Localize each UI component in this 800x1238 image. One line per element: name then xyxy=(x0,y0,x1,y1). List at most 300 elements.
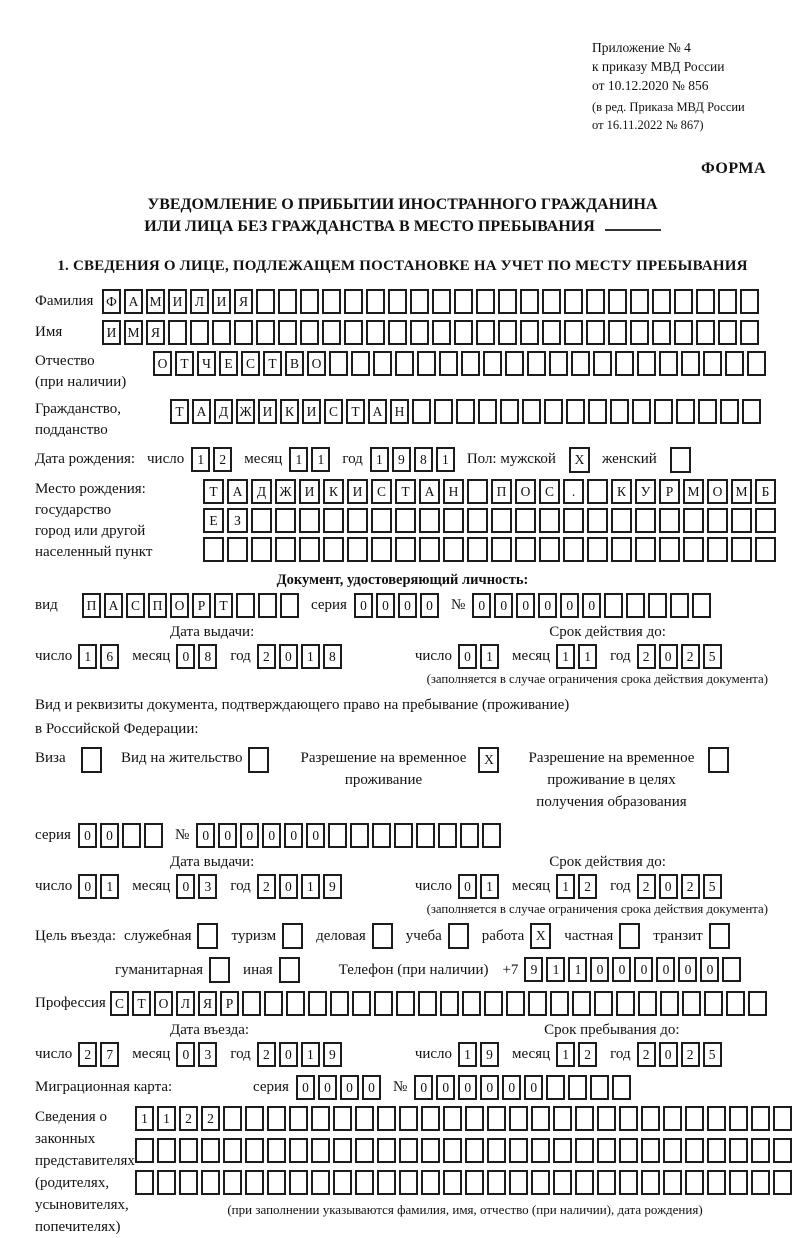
char-cell[interactable]: 0 xyxy=(262,823,281,848)
char-cell[interactable] xyxy=(707,537,728,562)
representatives-cells-row1[interactable] xyxy=(135,1106,795,1131)
residence-permit-checkbox[interactable] xyxy=(248,747,272,773)
char-cell[interactable] xyxy=(286,991,305,1016)
char-cell[interactable]: 9 xyxy=(480,1042,499,1067)
char-cell[interactable] xyxy=(725,351,744,376)
char-cell[interactable] xyxy=(355,1138,374,1163)
char-cell[interactable] xyxy=(330,991,349,1016)
char-cell[interactable] xyxy=(539,537,560,562)
char-cell[interactable] xyxy=(476,289,495,314)
char-cell[interactable]: 0 xyxy=(306,823,325,848)
char-cell[interactable] xyxy=(575,1170,594,1195)
char-cell[interactable] xyxy=(419,508,440,533)
char-cell[interactable]: Н xyxy=(443,479,464,504)
char-cell[interactable] xyxy=(575,1106,594,1131)
char-cell[interactable] xyxy=(506,991,525,1016)
char-cell[interactable]: Т xyxy=(170,399,189,424)
char-cell[interactable] xyxy=(500,399,519,424)
char-cell[interactable] xyxy=(491,537,512,562)
char-cell[interactable] xyxy=(251,508,272,533)
char-cell[interactable]: 5 xyxy=(703,1042,722,1067)
char-cell[interactable] xyxy=(487,1138,506,1163)
char-cell[interactable]: 1 xyxy=(568,957,587,982)
char-cell[interactable] xyxy=(311,1138,330,1163)
char-cell[interactable]: А xyxy=(368,399,387,424)
char-cell[interactable] xyxy=(373,351,392,376)
char-cell[interactable] xyxy=(619,1106,638,1131)
char-cell[interactable] xyxy=(478,399,497,424)
char-cell[interactable]: П xyxy=(491,479,512,504)
char-cell[interactable] xyxy=(454,289,473,314)
char-cell[interactable]: С xyxy=(324,399,343,424)
char-cell[interactable] xyxy=(509,1138,528,1163)
char-cell[interactable] xyxy=(663,1138,682,1163)
char-cell[interactable]: С xyxy=(539,479,560,504)
char-cell[interactable] xyxy=(660,991,679,1016)
char-cell[interactable]: А xyxy=(104,593,123,618)
char-cell[interactable] xyxy=(707,1170,726,1195)
visa-checkbox[interactable] xyxy=(81,747,105,773)
char-cell[interactable]: 1 xyxy=(135,1106,154,1131)
phone-cells[interactable] xyxy=(524,957,744,982)
char-cell[interactable] xyxy=(553,1170,572,1195)
char-cell[interactable] xyxy=(590,1075,609,1100)
char-cell[interactable] xyxy=(498,289,517,314)
char-cell[interactable]: 1 xyxy=(301,644,320,669)
temp-residence-checkbox[interactable] xyxy=(478,747,502,773)
char-cell[interactable] xyxy=(597,1106,616,1131)
char-cell[interactable] xyxy=(448,923,469,949)
char-cell[interactable]: О xyxy=(515,479,536,504)
char-cell[interactable] xyxy=(421,1170,440,1195)
char-cell[interactable] xyxy=(412,399,431,424)
char-cell[interactable] xyxy=(773,1138,792,1163)
residence-valid-day[interactable] xyxy=(458,874,502,899)
char-cell[interactable] xyxy=(528,991,547,1016)
char-cell[interactable]: 0 xyxy=(494,593,513,618)
char-cell[interactable] xyxy=(267,1138,286,1163)
char-cell[interactable]: 1 xyxy=(556,1042,575,1067)
char-cell[interactable] xyxy=(432,289,451,314)
char-cell[interactable] xyxy=(399,1138,418,1163)
char-cell[interactable] xyxy=(638,991,657,1016)
char-cell[interactable] xyxy=(718,289,737,314)
char-cell[interactable]: Ж xyxy=(236,399,255,424)
char-cell[interactable]: А xyxy=(227,479,248,504)
char-cell[interactable]: 3 xyxy=(198,874,217,899)
char-cell[interactable] xyxy=(553,1106,572,1131)
char-cell[interactable] xyxy=(323,508,344,533)
char-cell[interactable]: 8 xyxy=(198,644,217,669)
char-cell[interactable] xyxy=(487,1106,506,1131)
char-cell[interactable] xyxy=(707,1106,726,1131)
char-cell[interactable]: 5 xyxy=(703,874,722,899)
char-cell[interactable] xyxy=(685,1170,704,1195)
entry-month[interactable] xyxy=(176,1042,220,1067)
profession-cells[interactable] xyxy=(110,991,770,1016)
char-cell[interactable] xyxy=(520,289,539,314)
official-checkbox[interactable] xyxy=(197,923,221,949)
char-cell[interactable] xyxy=(692,593,711,618)
char-cell[interactable] xyxy=(681,351,700,376)
char-cell[interactable] xyxy=(742,399,761,424)
char-cell[interactable] xyxy=(329,351,348,376)
char-cell[interactable] xyxy=(619,1170,638,1195)
doc-type-cells[interactable] xyxy=(82,593,302,618)
transit-checkbox[interactable] xyxy=(709,923,733,949)
char-cell[interactable] xyxy=(443,1106,462,1131)
char-cell[interactable] xyxy=(593,351,612,376)
char-cell[interactable]: К xyxy=(611,479,632,504)
char-cell[interactable] xyxy=(245,1138,264,1163)
char-cell[interactable]: 0 xyxy=(659,874,678,899)
char-cell[interactable] xyxy=(550,991,569,1016)
char-cell[interactable] xyxy=(683,537,704,562)
char-cell[interactable] xyxy=(328,823,347,848)
char-cell[interactable]: А xyxy=(124,289,143,314)
char-cell[interactable]: X xyxy=(569,447,590,473)
char-cell[interactable]: 0 xyxy=(414,1075,433,1100)
char-cell[interactable]: 1 xyxy=(436,447,455,472)
char-cell[interactable]: С xyxy=(371,479,392,504)
char-cell[interactable] xyxy=(683,508,704,533)
char-cell[interactable]: С xyxy=(110,991,129,1016)
char-cell[interactable] xyxy=(371,508,392,533)
char-cell[interactable] xyxy=(515,537,536,562)
char-cell[interactable] xyxy=(278,289,297,314)
char-cell[interactable]: 0 xyxy=(458,644,477,669)
char-cell[interactable]: 0 xyxy=(279,874,298,899)
char-cell[interactable]: 1 xyxy=(458,1042,477,1067)
char-cell[interactable]: Я xyxy=(146,320,165,345)
char-cell[interactable] xyxy=(350,823,369,848)
char-cell[interactable] xyxy=(395,537,416,562)
char-cell[interactable]: И xyxy=(302,399,321,424)
char-cell[interactable]: Л xyxy=(190,289,209,314)
tourism-checkbox[interactable] xyxy=(282,923,306,949)
char-cell[interactable] xyxy=(227,537,248,562)
residence-number-cells[interactable] xyxy=(196,823,504,848)
char-cell[interactable] xyxy=(467,479,488,504)
char-cell[interactable] xyxy=(698,399,717,424)
char-cell[interactable]: 0 xyxy=(218,823,237,848)
char-cell[interactable]: 0 xyxy=(176,1042,195,1067)
char-cell[interactable] xyxy=(465,1170,484,1195)
char-cell[interactable]: 2 xyxy=(681,1042,700,1067)
char-cell[interactable]: О xyxy=(707,479,728,504)
char-cell[interactable]: Р xyxy=(192,593,211,618)
char-cell[interactable]: 0 xyxy=(420,593,439,618)
char-cell[interactable]: 0 xyxy=(659,644,678,669)
char-cell[interactable]: 1 xyxy=(578,644,597,669)
char-cell[interactable] xyxy=(377,1106,396,1131)
char-cell[interactable] xyxy=(619,1138,638,1163)
migration-number-cells[interactable] xyxy=(414,1075,634,1100)
char-cell[interactable]: 2 xyxy=(681,874,700,899)
char-cell[interactable]: 2 xyxy=(578,874,597,899)
char-cell[interactable]: Т xyxy=(132,991,151,1016)
char-cell[interactable]: П xyxy=(148,593,167,618)
char-cell[interactable] xyxy=(443,537,464,562)
char-cell[interactable] xyxy=(522,399,541,424)
char-cell[interactable] xyxy=(333,1138,352,1163)
char-cell[interactable] xyxy=(395,508,416,533)
char-cell[interactable] xyxy=(344,320,363,345)
char-cell[interactable]: Т xyxy=(263,351,282,376)
char-cell[interactable] xyxy=(498,320,517,345)
char-cell[interactable] xyxy=(322,320,341,345)
char-cell[interactable]: Ф xyxy=(102,289,121,314)
char-cell[interactable] xyxy=(347,508,368,533)
char-cell[interactable]: 0 xyxy=(436,1075,455,1100)
char-cell[interactable] xyxy=(388,320,407,345)
char-cell[interactable] xyxy=(223,1106,242,1131)
char-cell[interactable] xyxy=(299,508,320,533)
char-cell[interactable] xyxy=(729,1138,748,1163)
char-cell[interactable]: 5 xyxy=(703,644,722,669)
char-cell[interactable] xyxy=(635,508,656,533)
representatives-cells-row3[interactable] xyxy=(135,1170,795,1195)
identity-valid-year[interactable] xyxy=(637,644,725,669)
char-cell[interactable]: М xyxy=(146,289,165,314)
char-cell[interactable] xyxy=(461,351,480,376)
char-cell[interactable] xyxy=(654,399,673,424)
char-cell[interactable] xyxy=(663,1106,682,1131)
migration-series-cells[interactable] xyxy=(296,1075,384,1100)
char-cell[interactable] xyxy=(394,823,413,848)
entry-day[interactable] xyxy=(78,1042,122,1067)
char-cell[interactable]: И xyxy=(102,320,121,345)
char-cell[interactable]: Д xyxy=(251,479,272,504)
char-cell[interactable] xyxy=(410,320,429,345)
char-cell[interactable] xyxy=(264,991,283,1016)
char-cell[interactable] xyxy=(597,1170,616,1195)
study-checkbox[interactable] xyxy=(448,923,472,949)
char-cell[interactable] xyxy=(755,537,776,562)
char-cell[interactable] xyxy=(575,1138,594,1163)
char-cell[interactable]: 0 xyxy=(634,957,653,982)
char-cell[interactable] xyxy=(299,537,320,562)
char-cell[interactable] xyxy=(322,289,341,314)
birth-month-cells[interactable] xyxy=(289,447,333,472)
char-cell[interactable] xyxy=(564,320,583,345)
char-cell[interactable] xyxy=(670,593,689,618)
char-cell[interactable] xyxy=(515,508,536,533)
char-cell[interactable] xyxy=(696,289,715,314)
char-cell[interactable] xyxy=(333,1106,352,1131)
char-cell[interactable] xyxy=(685,1138,704,1163)
char-cell[interactable]: И xyxy=(347,479,368,504)
identity-issue-year[interactable] xyxy=(257,644,345,669)
char-cell[interactable]: Н xyxy=(390,399,409,424)
char-cell[interactable] xyxy=(135,1138,154,1163)
char-cell[interactable]: 2 xyxy=(213,447,232,472)
char-cell[interactable]: Т xyxy=(175,351,194,376)
char-cell[interactable]: 0 xyxy=(524,1075,543,1100)
char-cell[interactable] xyxy=(122,823,141,848)
char-cell[interactable] xyxy=(659,351,678,376)
char-cell[interactable] xyxy=(377,1170,396,1195)
char-cell[interactable]: 0 xyxy=(612,957,631,982)
char-cell[interactable]: А xyxy=(192,399,211,424)
char-cell[interactable] xyxy=(347,537,368,562)
char-cell[interactable] xyxy=(755,508,776,533)
char-cell[interactable] xyxy=(509,1106,528,1131)
work-checkbox[interactable] xyxy=(530,923,554,949)
residence-issue-month[interactable] xyxy=(176,874,220,899)
char-cell[interactable] xyxy=(553,1138,572,1163)
char-cell[interactable] xyxy=(612,1075,631,1100)
char-cell[interactable] xyxy=(563,537,584,562)
char-cell[interactable]: Т xyxy=(214,593,233,618)
char-cell[interactable] xyxy=(234,320,253,345)
char-cell[interactable]: 0 xyxy=(78,874,97,899)
temp-residence-education-checkbox[interactable] xyxy=(708,747,732,773)
char-cell[interactable] xyxy=(632,399,651,424)
char-cell[interactable] xyxy=(434,399,453,424)
char-cell[interactable]: 0 xyxy=(318,1075,337,1100)
char-cell[interactable] xyxy=(751,1106,770,1131)
char-cell[interactable]: 2 xyxy=(578,1042,597,1067)
residence-series-cells[interactable] xyxy=(78,823,166,848)
char-cell[interactable] xyxy=(527,351,546,376)
residence-valid-year[interactable] xyxy=(637,874,725,899)
char-cell[interactable] xyxy=(608,289,627,314)
char-cell[interactable] xyxy=(726,991,745,1016)
identity-valid-day[interactable] xyxy=(458,644,502,669)
birth-place-cells-row2[interactable] xyxy=(203,508,779,533)
char-cell[interactable]: Т xyxy=(203,479,224,504)
char-cell[interactable] xyxy=(432,320,451,345)
char-cell[interactable] xyxy=(729,1170,748,1195)
char-cell[interactable] xyxy=(509,1170,528,1195)
char-cell[interactable]: 0 xyxy=(279,644,298,669)
char-cell[interactable]: 0 xyxy=(480,1075,499,1100)
char-cell[interactable] xyxy=(544,399,563,424)
char-cell[interactable] xyxy=(531,1170,550,1195)
char-cell[interactable] xyxy=(542,289,561,314)
char-cell[interactable]: 1 xyxy=(480,644,499,669)
char-cell[interactable] xyxy=(371,537,392,562)
char-cell[interactable] xyxy=(648,593,667,618)
char-cell[interactable] xyxy=(439,351,458,376)
char-cell[interactable]: 9 xyxy=(392,447,411,472)
char-cell[interactable] xyxy=(355,1106,374,1131)
char-cell[interactable]: И xyxy=(258,399,277,424)
char-cell[interactable] xyxy=(372,923,393,949)
char-cell[interactable] xyxy=(289,1170,308,1195)
char-cell[interactable]: 0 xyxy=(472,593,491,618)
char-cell[interactable] xyxy=(703,351,722,376)
char-cell[interactable] xyxy=(663,1170,682,1195)
doc-series-cells[interactable] xyxy=(354,593,442,618)
char-cell[interactable]: 0 xyxy=(340,1075,359,1100)
char-cell[interactable]: Ж xyxy=(275,479,296,504)
char-cell[interactable] xyxy=(641,1106,660,1131)
char-cell[interactable]: 2 xyxy=(637,1042,656,1067)
birth-place-cells-row1[interactable] xyxy=(203,479,779,504)
char-cell[interactable] xyxy=(282,923,303,949)
char-cell[interactable] xyxy=(223,1170,242,1195)
char-cell[interactable] xyxy=(289,1106,308,1131)
char-cell[interactable] xyxy=(594,991,613,1016)
char-cell[interactable] xyxy=(351,351,370,376)
char-cell[interactable]: Е xyxy=(203,508,224,533)
char-cell[interactable] xyxy=(708,747,729,773)
char-cell[interactable] xyxy=(248,747,269,773)
char-cell[interactable] xyxy=(377,1138,396,1163)
char-cell[interactable]: Я xyxy=(198,991,217,1016)
char-cell[interactable] xyxy=(157,1138,176,1163)
char-cell[interactable]: 1 xyxy=(370,447,389,472)
char-cell[interactable]: С xyxy=(126,593,145,618)
char-cell[interactable] xyxy=(720,399,739,424)
char-cell[interactable] xyxy=(374,991,393,1016)
char-cell[interactable] xyxy=(421,1138,440,1163)
char-cell[interactable] xyxy=(587,508,608,533)
char-cell[interactable]: Т xyxy=(395,479,416,504)
char-cell[interactable] xyxy=(344,289,363,314)
char-cell[interactable]: 9 xyxy=(524,957,543,982)
char-cell[interactable]: 0 xyxy=(656,957,675,982)
stay-month[interactable] xyxy=(556,1042,600,1067)
char-cell[interactable] xyxy=(546,1075,565,1100)
char-cell[interactable] xyxy=(773,1170,792,1195)
char-cell[interactable] xyxy=(460,823,479,848)
char-cell[interactable]: 1 xyxy=(157,1106,176,1131)
char-cell[interactable] xyxy=(696,320,715,345)
char-cell[interactable] xyxy=(245,1106,264,1131)
char-cell[interactable]: 1 xyxy=(311,447,330,472)
char-cell[interactable]: 7 xyxy=(100,1042,119,1067)
char-cell[interactable] xyxy=(587,479,608,504)
char-cell[interactable] xyxy=(443,508,464,533)
surname-cells[interactable] xyxy=(102,289,762,314)
char-cell[interactable] xyxy=(275,508,296,533)
char-cell[interactable] xyxy=(197,923,218,949)
char-cell[interactable] xyxy=(709,923,730,949)
char-cell[interactable] xyxy=(722,957,741,982)
char-cell[interactable]: 2 xyxy=(681,644,700,669)
residence-issue-day[interactable] xyxy=(78,874,122,899)
char-cell[interactable] xyxy=(731,508,752,533)
char-cell[interactable] xyxy=(476,320,495,345)
char-cell[interactable]: 1 xyxy=(546,957,565,982)
char-cell[interactable] xyxy=(366,289,385,314)
char-cell[interactable] xyxy=(718,320,737,345)
char-cell[interactable] xyxy=(443,1138,462,1163)
birth-day-cells[interactable] xyxy=(191,447,235,472)
char-cell[interactable] xyxy=(417,351,436,376)
char-cell[interactable]: 1 xyxy=(301,874,320,899)
char-cell[interactable] xyxy=(611,508,632,533)
char-cell[interactable]: 1 xyxy=(556,644,575,669)
other-checkbox[interactable] xyxy=(279,957,303,983)
char-cell[interactable]: Т xyxy=(346,399,365,424)
private-checkbox[interactable] xyxy=(619,923,643,949)
char-cell[interactable]: Я xyxy=(234,289,253,314)
char-cell[interactable]: 0 xyxy=(362,1075,381,1100)
char-cell[interactable] xyxy=(652,289,671,314)
char-cell[interactable] xyxy=(637,351,656,376)
char-cell[interactable] xyxy=(279,957,300,983)
char-cell[interactable] xyxy=(190,320,209,345)
char-cell[interactable] xyxy=(275,537,296,562)
char-cell[interactable]: 0 xyxy=(398,593,417,618)
char-cell[interactable]: 0 xyxy=(284,823,303,848)
char-cell[interactable]: В xyxy=(285,351,304,376)
char-cell[interactable] xyxy=(311,1170,330,1195)
